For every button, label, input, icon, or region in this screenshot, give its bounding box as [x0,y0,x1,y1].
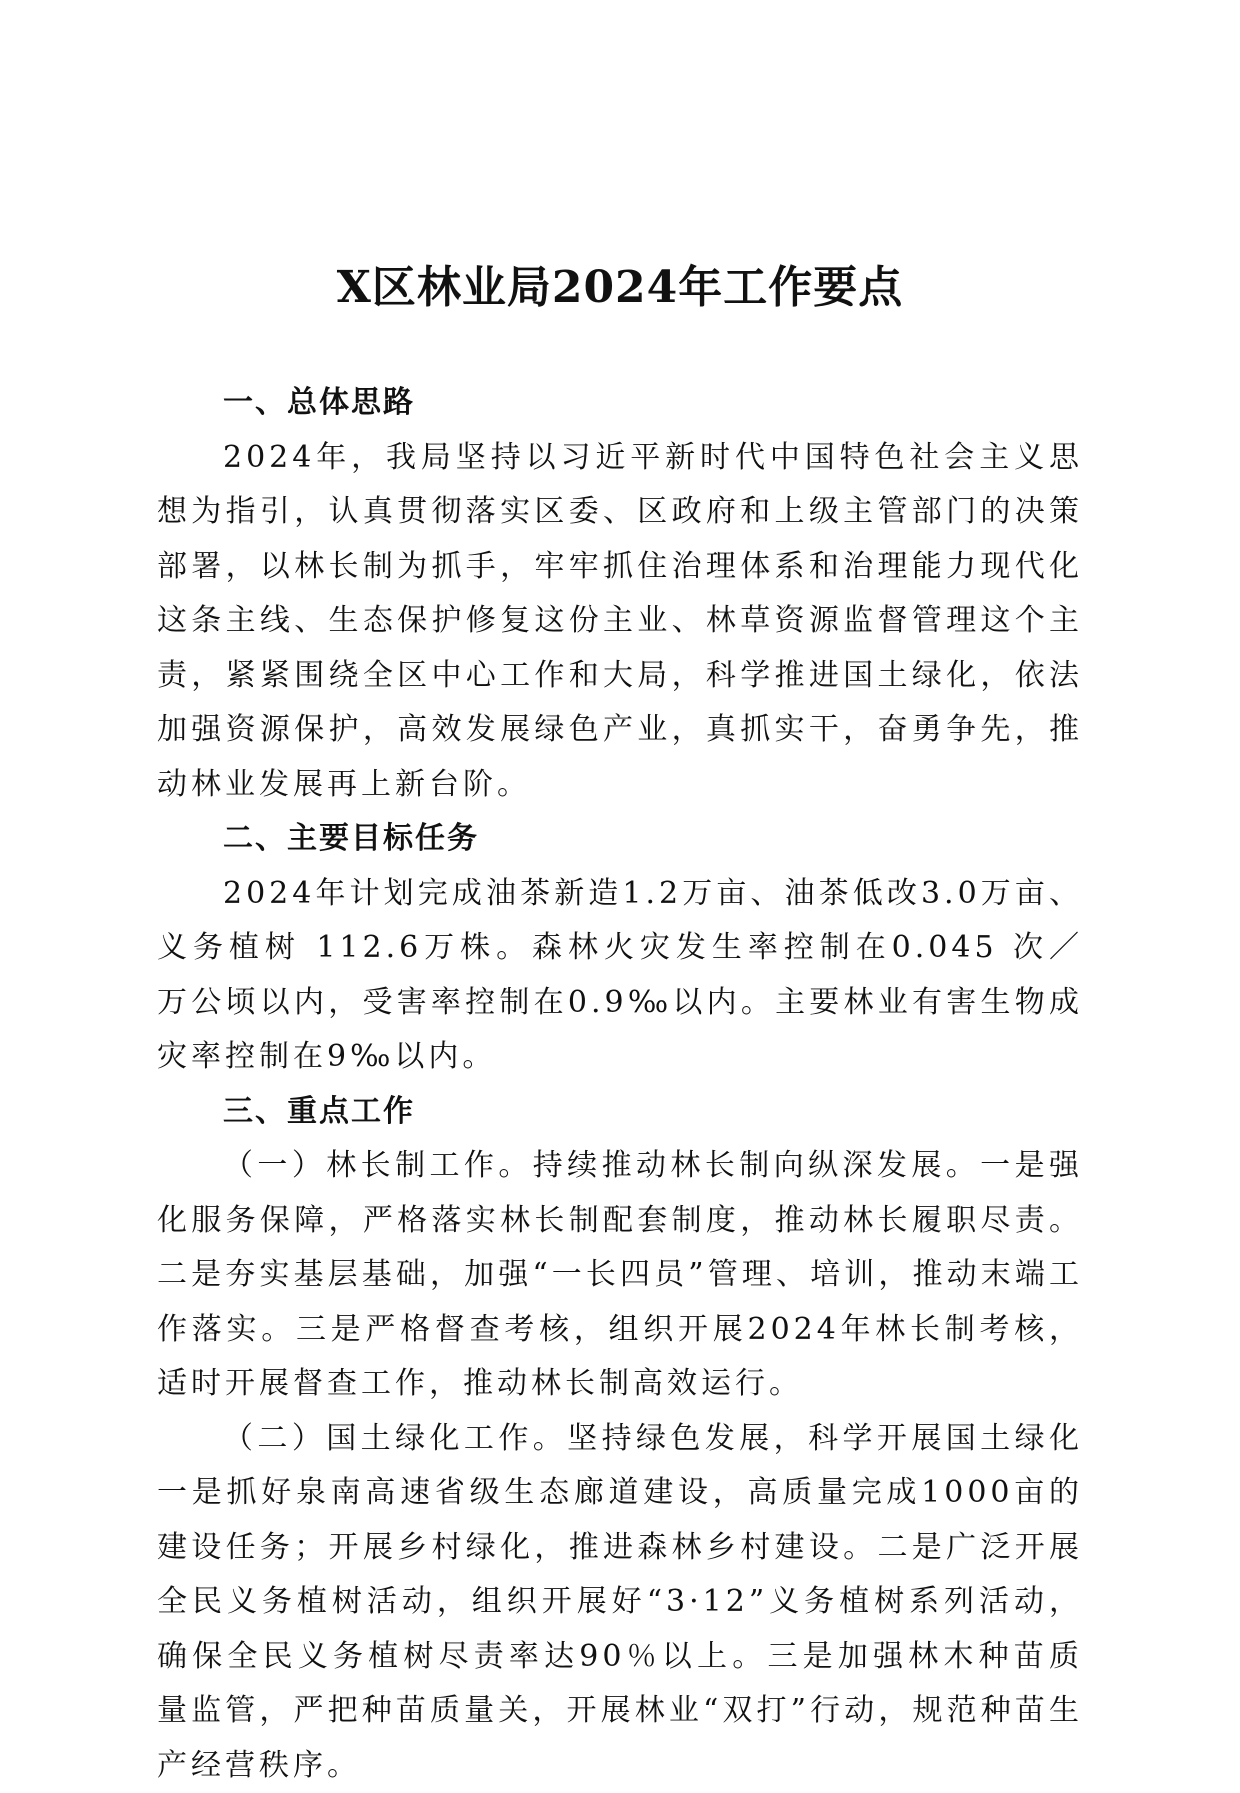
section-paragraph: 2024年计划完成油茶新造1.2万亩、油茶低改3.0万亩、义务植树 112.6万株。森林火灾发生率控制在0.045 次／ 万公顷以内，受害率控制在0.9‰以内。主要林业有害生物成灾率控制在9‰以内。 [157,867,1083,1085]
section-main-targets [157,812,1083,1085]
section-overall-approach [157,376,1083,812]
document-title: X区林业局2024年工作要点 [157,258,1083,318]
section-paragraph: 2024年，我局坚持以习近平新时代中国特色社会主义思想为指引，认真贯彻落实区委、区政府和上级主管部门的决策部署，以林长制为抓手，牢牢抓住治理体系和治理能力现代化这条主线、生态保护修复这份主业、林草资源监督管理这个主责，紧紧围绕全区中心工作和大局，科学推进国土绿化，依法加强资源保护，高效发展绿色产业，真抓实干，奋勇争先，推动林业发展再上新台阶。 [157,431,1083,813]
section-heading: 三、重点工作 [157,1085,1083,1140]
section-key-work [157,1085,1083,1793]
document-body [157,376,1083,1793]
section-heading: 二、主要目标任务 [157,812,1083,867]
section-heading: 一、总体思路 [157,376,1083,431]
section-paragraph: （一）林长制工作。持续推动林长制向纵深发展。一是强化服务保障，严格落实林长制配套制度，推动林长履职尽责。二是夯实基层基础，加强“一长四员”管理、培训，推动末端工作落实。三是严格督查考核，组织开展2024年林长制考核，适时开展督查工作，推动林长制高效运行。 [157,1139,1083,1412]
section-paragraph: （二）国土绿化工作。坚持绿色发展，科学开展国土绿化一是抓好泉南高速省级生态廊道建设，高质量完成1000亩的建设任务；开展乡村绿化，推进森林乡村建设。二是广泛开展全民义务植树活动，组织开展好“3·12”义务植树系列活动，确保全民义务植树尽责率达90％以上。三是加强林木种苗质量监管，严把种苗质量关，开展林业“双打”行动，规范种苗生产经营秩序。 [157,1412,1083,1793]
